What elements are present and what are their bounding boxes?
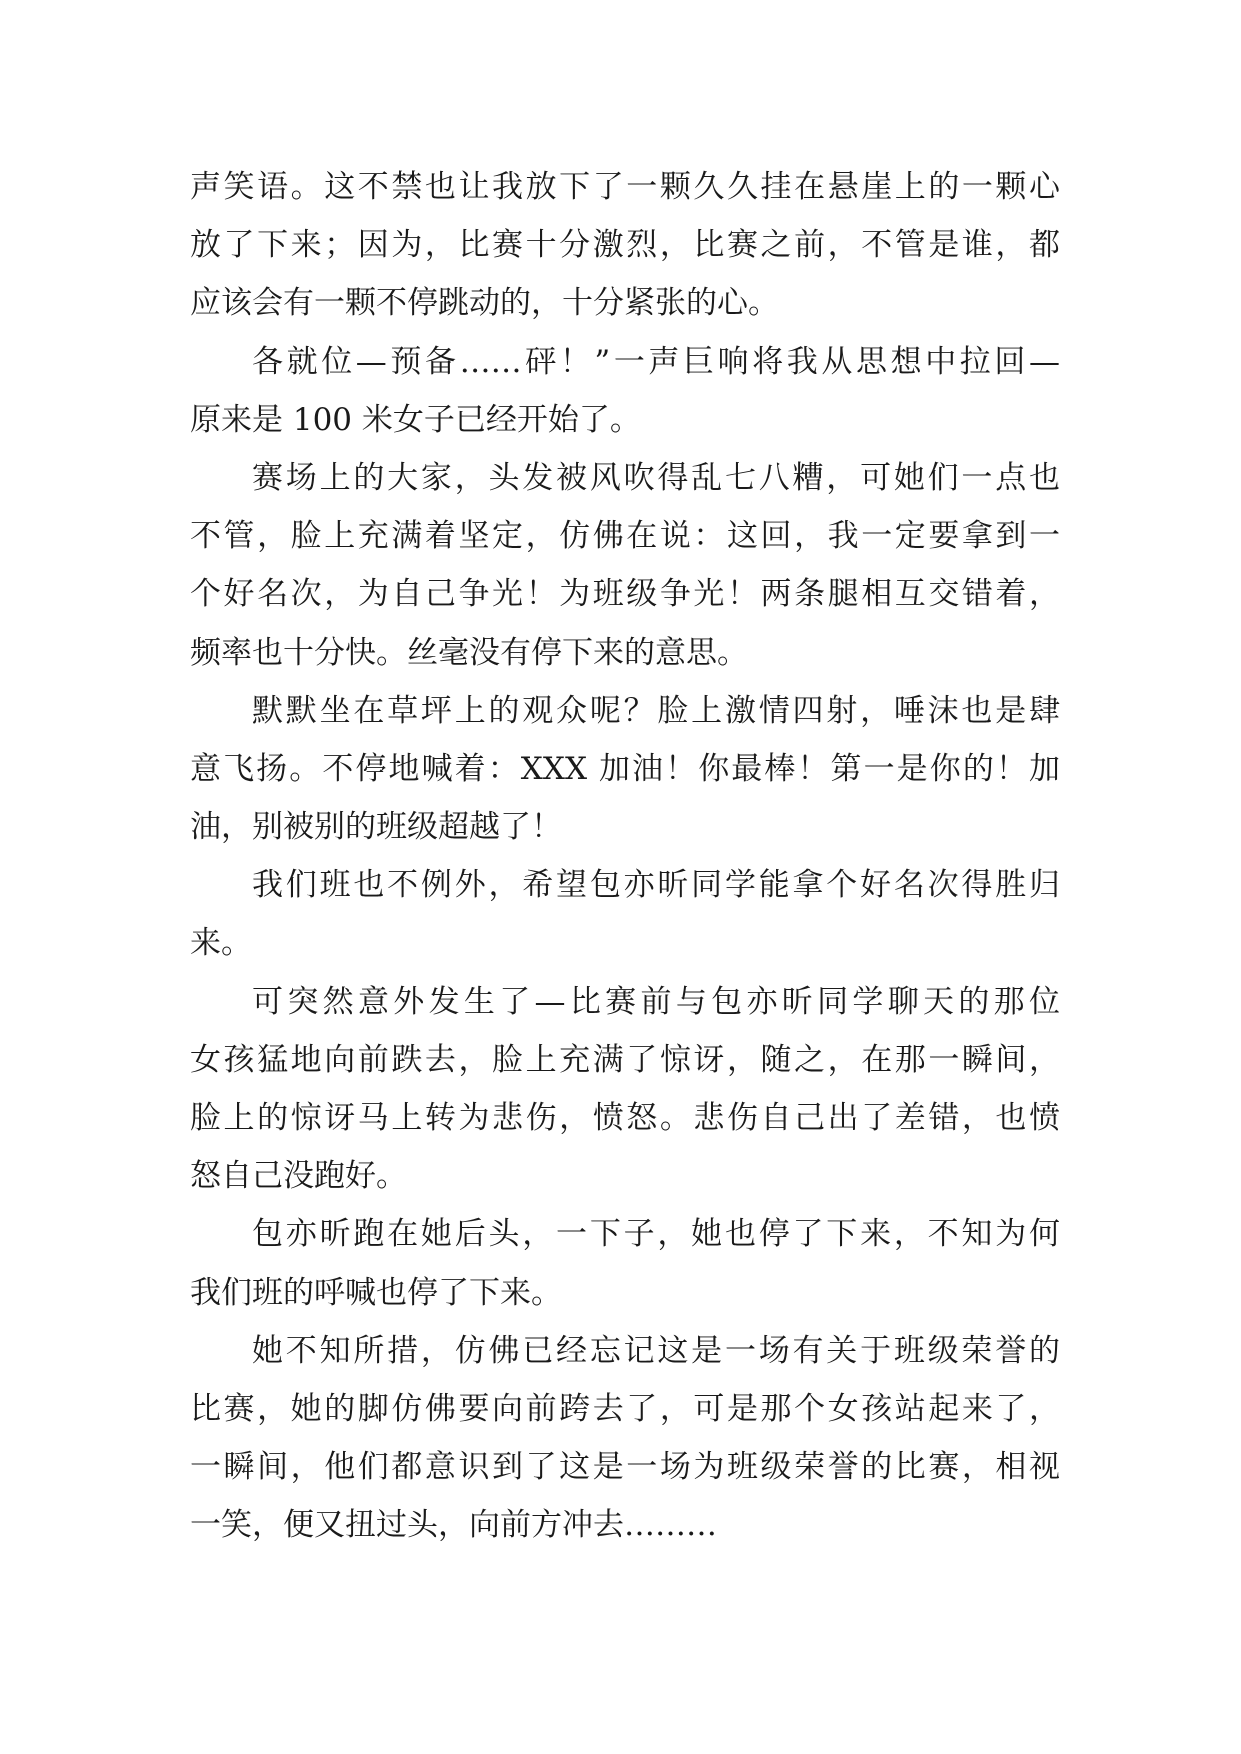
text-line: 意飞扬。不停地喊着：XXX 加油！你最棒！第一是你的！加 bbox=[190, 750, 1060, 787]
text-line: 默默坐在草坪上的观众呢？脸上激情四射，唾沫也是肆 bbox=[252, 692, 1060, 729]
text-line: 赛场上的大家，头发被风吹得乱七八糟，可她们一点也 bbox=[252, 459, 1060, 496]
text-line: 可突然意外发生了—比赛前与包亦昕同学聊天的那位 bbox=[252, 983, 1060, 1020]
text-line: 频率也十分快。丝毫没有停下来的意思。 bbox=[190, 634, 748, 671]
text-line: 一笑，便又扭过头，向前方冲去……… bbox=[190, 1507, 717, 1544]
text-line: 脸上的惊讶马上转为悲伤，愤怒。悲伤自己出了差错，也愤 bbox=[190, 1100, 1060, 1136]
text-line: 我们班的呼喊也停了下来。 bbox=[190, 1274, 562, 1311]
text-line: 各就位—预备……砰！”一声巨响将我从思想中拉回— bbox=[252, 343, 1060, 380]
text-line: 怒自己没跑好。 bbox=[190, 1158, 407, 1195]
text-line: 不管，脸上充满着坚定，仿佛在说：这回，我一定要拿到一 bbox=[190, 518, 1060, 555]
text-line: 原来是 100 米女子已经开始了。 bbox=[190, 401, 641, 438]
text-line: 油，别被别的班级超越了！ bbox=[190, 809, 562, 846]
text-line: 应该会有一颗不停跳动的，十分紧张的心。 bbox=[190, 285, 779, 322]
text-line: 来。 bbox=[190, 925, 252, 962]
text-line: 女孩猛地向前跌去，脸上充满了惊讶，随之，在那一瞬间， bbox=[190, 1041, 1060, 1078]
text-line: 她不知所措，仿佛已经忘记这是一场有关于班级荣誉的 bbox=[252, 1332, 1060, 1369]
text-line: 包亦昕跑在她后头，一下子，她也停了下来，不知为何 bbox=[252, 1216, 1060, 1253]
text-line: 放了下来；因为，比赛十分激烈，比赛之前，不管是谁，都 bbox=[190, 227, 1060, 264]
text-line: 一瞬间，他们都意识到了这是一场为班级荣誉的比赛，相视 bbox=[190, 1449, 1060, 1486]
document-body bbox=[190, 158, 1060, 1555]
text-line: 个好名次，为自己争光！为班级争光！两条腿相互交错着， bbox=[190, 576, 1060, 613]
text-line: 我们班也不例外，希望包亦昕同学能拿个好名次得胜归 bbox=[252, 867, 1060, 904]
text-line: 比赛，她的脚仿佛要向前跨去了，可是那个女孩站起来了， bbox=[190, 1390, 1060, 1427]
text-line: 声笑语。这不禁也让我放下了一颗久久挂在悬崖上的一颗心 bbox=[190, 169, 1060, 205]
